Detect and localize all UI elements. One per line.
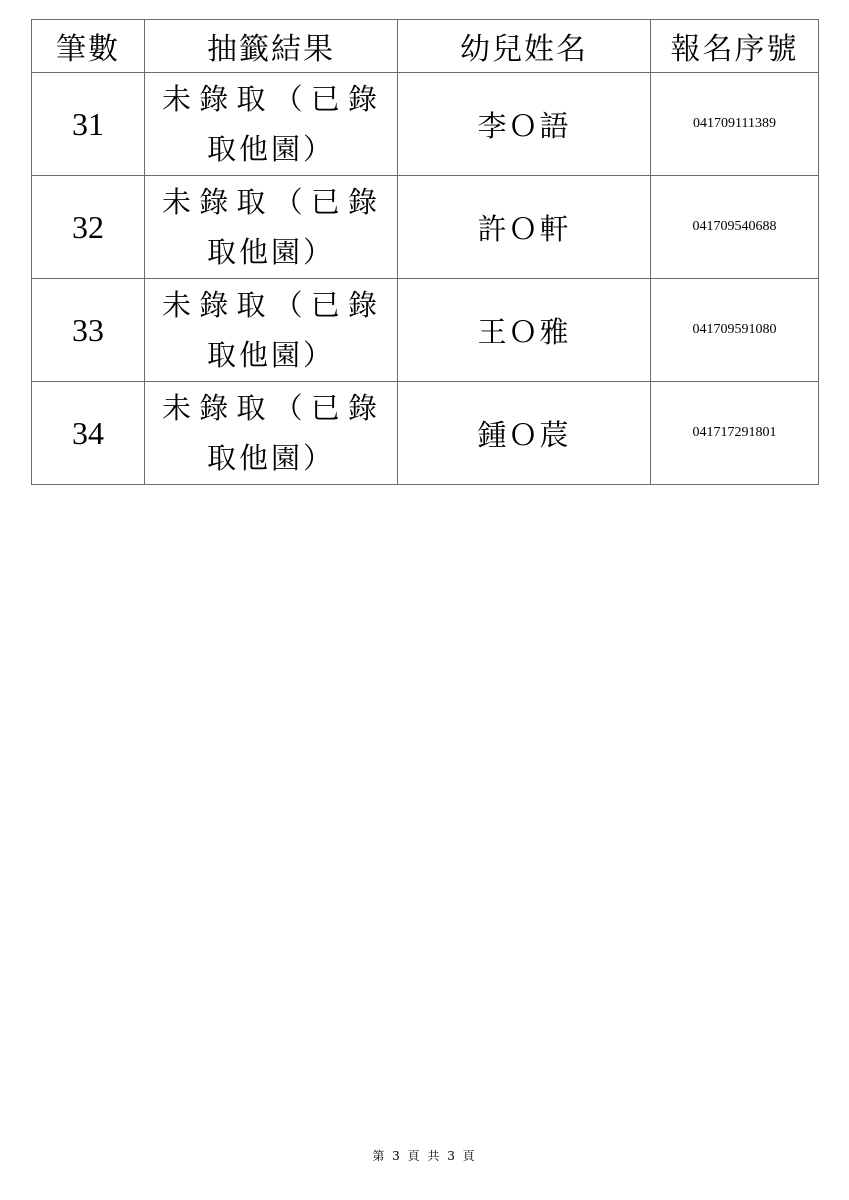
row-result: 未錄取（已錄取他園）	[162, 82, 380, 166]
header-child-name: 幼兒姓名	[398, 20, 651, 73]
row-result-cell	[145, 176, 398, 279]
page-number-footer: 第 3 頁 共 3 頁	[372, 1149, 477, 1163]
row-child-name: 王Ｏ雅	[398, 279, 651, 382]
row-count: 31	[32, 73, 145, 176]
row-registration-number: 041709540688	[651, 176, 819, 279]
table-row	[32, 382, 819, 485]
row-registration-number: 041717291801	[651, 382, 819, 485]
table-row	[32, 279, 819, 382]
row-result: 未錄取（已錄取他園）	[162, 288, 380, 372]
lottery-results-table	[31, 19, 819, 485]
row-result-cell	[145, 382, 398, 485]
row-result: 未錄取（已錄取他園）	[162, 391, 380, 475]
row-child-name: 許Ｏ軒	[398, 176, 651, 279]
row-registration-number: 041709111389	[651, 73, 819, 176]
header-registration-number: 報名序號	[651, 20, 819, 73]
row-result-cell	[145, 73, 398, 176]
row-count: 34	[32, 382, 145, 485]
table-header-row	[32, 20, 819, 73]
row-count: 33	[32, 279, 145, 382]
row-child-name: 鍾Ｏ莀	[398, 382, 651, 485]
header-count: 筆數	[32, 20, 145, 73]
row-result-cell	[145, 279, 398, 382]
header-draw-result: 抽籤結果	[145, 20, 398, 73]
table-row	[32, 176, 819, 279]
row-child-name: 李Ｏ語	[398, 73, 651, 176]
row-count: 32	[32, 176, 145, 279]
row-registration-number: 041709591080	[651, 279, 819, 382]
row-result: 未錄取（已錄取他園）	[162, 185, 380, 269]
table-row	[32, 73, 819, 176]
